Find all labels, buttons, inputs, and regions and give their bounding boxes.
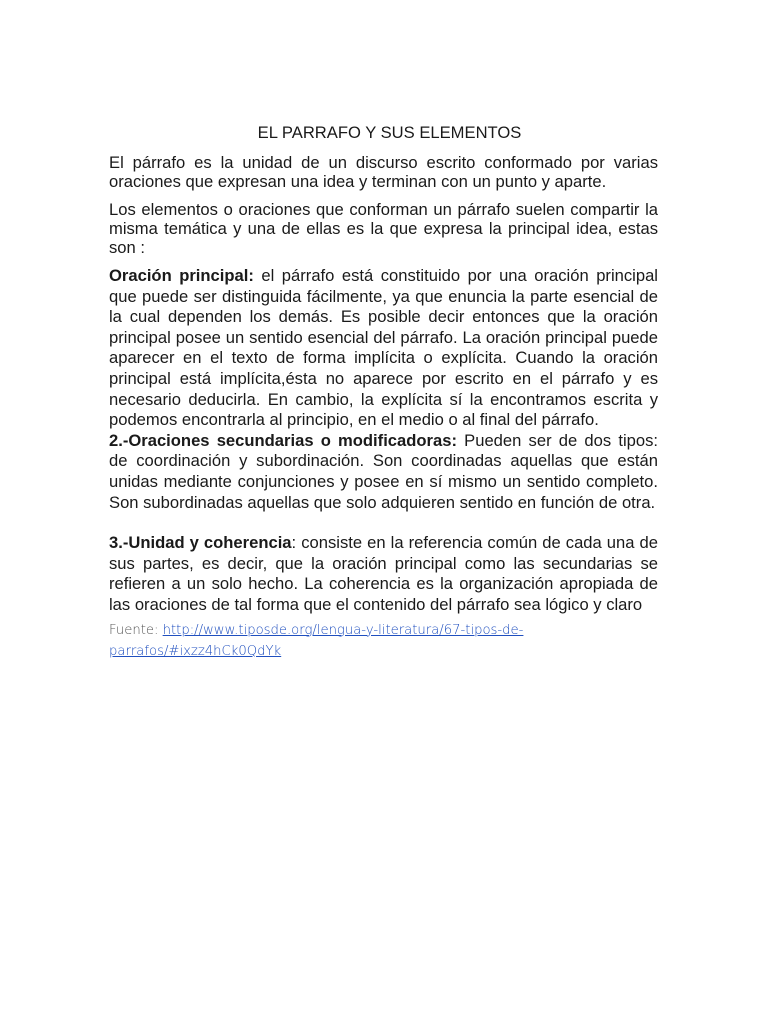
unity-coherence-paragraph bbox=[109, 533, 658, 615]
document-page bbox=[109, 122, 658, 662]
document-title: EL PARRAFO Y SUS ELEMENTOS bbox=[257, 123, 522, 142]
main-sentence-body: el párrafo está constituido por una oración principal que puede ser distinguida fácilmente, ya que enuncia la parte esencial de la cual dependen los demás. Es posible decir entonces que la oración principal posee un sentido esencial del párrafo. La oración principal puede aparecer en el texto de forma implícita o explícita. Cuando la oración principal está implícita,ésta no aparece por escrito en el párrafo y es necesario deducirla. En cambio, la explícita sí la encontramos escrita y podemos encontrarla al principio, en el medio o al final del párrafo. bbox=[109, 266, 658, 430]
source-citation bbox=[109, 620, 658, 662]
secondary-sentences-heading: 2.-Oraciones secundarias o modificadoras: bbox=[109, 430, 457, 450]
secondary-sentences-body: Pueden ser de dos tipos: de coordinación y subordinación. Son coordinadas aquellas que están unidas mediante conjunciones y posee en sí mismo un sentido completo. Son subordinadas aquellas que solo adquieren sentido en función de otra. bbox=[109, 430, 658, 512]
intro-paragraph: El párrafo es la unidad de un discurso escrito conformado por varias oraciones que expresan una idea y terminan con un punto y aparte. bbox=[109, 153, 658, 191]
paragraph-gap bbox=[109, 513, 658, 533]
elements-intro-paragraph: Los elementos o oraciones que conforman un párrafo suelen compartir la misma temática y una de ellas es la que expresa la principal idea, estas son : bbox=[109, 200, 658, 257]
main-sentence-paragraph bbox=[109, 266, 658, 431]
source-link[interactable]: http://www.tiposde.org/lengua-y-literatura/67-tipos-de-parrafos/#ixzz4hCk0QdYk bbox=[109, 622, 524, 659]
main-sentence-heading: Oración principal: bbox=[109, 266, 254, 285]
source-label: Fuente: bbox=[109, 622, 163, 638]
unity-coherence-heading: 3.-Unidad y coherencia bbox=[109, 533, 292, 553]
unity-coherence-body: : consiste en la referencia común de cada una de sus partes, es decir, que la oración principal como las secundarias se refieren a un solo hecho. La coherencia es la organización apropiada de las oraciones de tal forma que el contenido del párrafo sea lógico y claro bbox=[109, 533, 658, 614]
secondary-sentences-paragraph bbox=[109, 431, 658, 513]
